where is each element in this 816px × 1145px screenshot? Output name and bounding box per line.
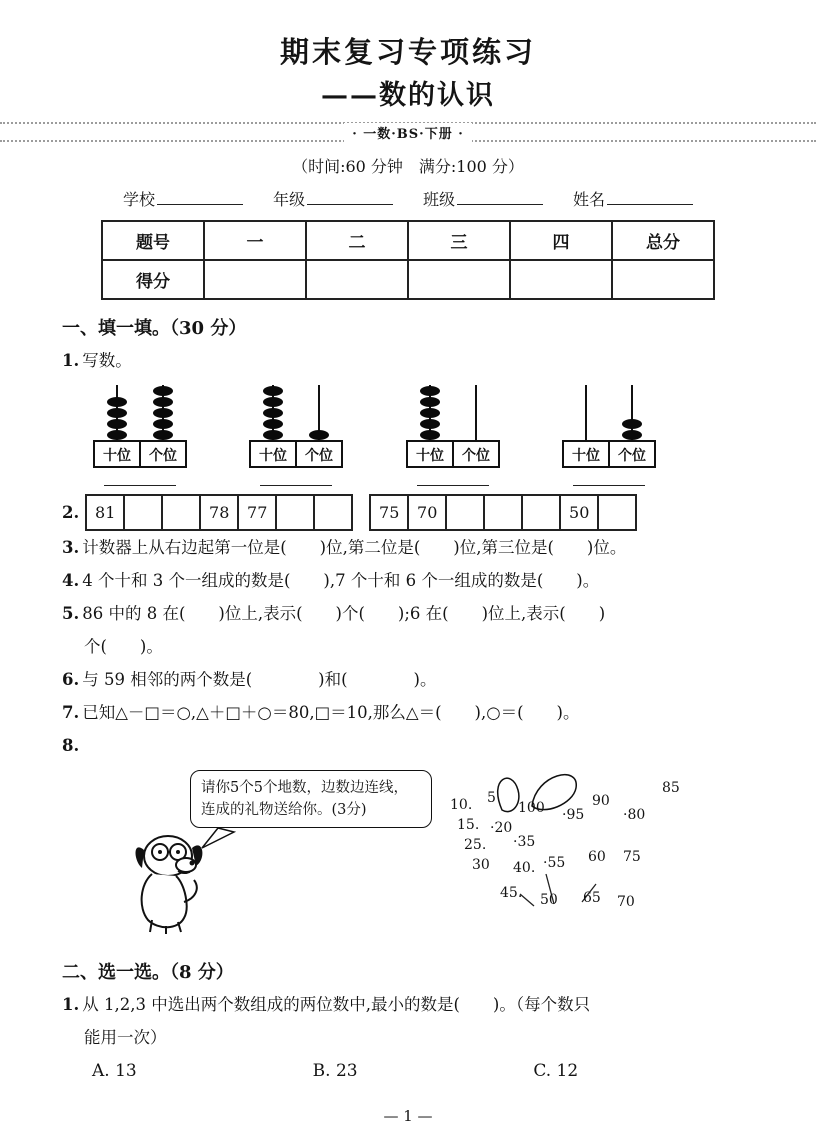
sequence-table-1 [85,494,353,531]
dot-number: ·80 [623,807,646,823]
question-1 [62,344,754,377]
question-text: 4 个十和 3 个一组成的数是( ),7 个十和 6 个一组成的数是( )。 [82,571,600,590]
page-number: — 1 — [383,1107,433,1125]
section2-heading: 二、选一选。（8 分） [62,962,234,983]
question-text: 计数器上从右边起第一位是( )位,第二位是( )位,第三位是( )位。 [82,538,627,557]
dot-number: 15. [457,817,480,833]
seq-cell-blank [522,495,560,530]
seq-cell-filled: 77 [238,495,276,530]
info-field [573,187,693,210]
info-field-label: 学校 [122,190,155,209]
s2-question-1-cont: 能用一次） [84,1028,167,1047]
s2-question-1-number: 1. [62,995,80,1014]
question-text: 86 中的 8 在( )位上,表示( )个( );6 在( )位上,表示( ) [82,604,606,623]
dot-number: ·55 [543,855,566,871]
speech-bubble [190,770,432,828]
dot-number: 65 [583,890,601,906]
question-line [62,531,754,564]
question-8-number: 8. [62,736,80,755]
option: A. 13 [92,1061,137,1081]
seq-cell-filled: 78 [200,495,238,530]
speech-bubble-tail [200,826,240,850]
score-header-cell: 总分 [612,221,714,260]
score-empty-cell [306,260,408,299]
question-2-number: 2. [62,503,80,522]
seq-cell-filled: 75 [370,495,408,530]
question-text: 已知△－□＝○,△＋□＋○＝80,□＝10,那么△＝( ),○＝( )。 [82,703,580,722]
speech-bubble-line-2: 连成的礼物送给你。(3分) [201,802,367,818]
dot-number: 45. [500,885,523,901]
dot-number: 90 [592,793,610,809]
dot-number: ·95 [562,807,585,823]
seq-row-1 [86,495,352,530]
dot-number: 5 [487,790,496,806]
abacus-answer-blank [417,485,489,486]
info-field-label: 班级 [423,190,456,209]
seq-cell-blank [314,495,352,530]
svg-text:个位: 个位 [617,448,646,464]
abacus-graphic [561,383,657,469]
score-header-cell: 二 [306,221,408,260]
seq-cell-blank [162,495,200,530]
abacus-graphic [405,383,501,469]
page-subtitle: ——数的认识 [321,80,495,111]
dot-number: 85 [662,780,680,796]
seq-cell-filled: 70 [408,495,446,530]
svg-text:十位: 十位 [571,448,600,464]
info-field-blank [457,190,543,205]
score-header-cell: 题号 [102,221,204,260]
dot-number: 25. [464,837,487,853]
dot-number: 60 [588,849,606,865]
abacus-row [92,383,657,486]
abacus [92,383,188,486]
s2-question-1-text: 从 1,2,3 中选出两个数组成的两位数中,最小的数是( )。（每个数只 [82,995,591,1014]
info-field [123,187,243,210]
abacus-answer-blank [260,485,332,486]
score-empty-cell [510,260,612,299]
abacus [561,383,657,486]
edition-label: · 一数·BS·下册 · [344,123,472,142]
question-2 [62,494,754,531]
abacus [248,383,344,486]
score-header-cell: 四 [510,221,612,260]
question-number: 3. [62,538,80,557]
dot-number: ·20 [490,820,513,836]
abacus-answer-blank [573,485,645,486]
info-field-label: 年级 [272,190,305,209]
info-field-label: 姓名 [573,190,606,209]
score-header-cell: 三 [408,221,510,260]
info-field-blank [607,190,693,205]
connect-dots-puzzle [62,764,754,944]
dot-number: 10. [450,797,473,813]
section1-heading: 一、填一填。（30 分） [62,318,247,339]
question-1-number: 1. [62,351,80,370]
abacus-graphic [92,383,188,469]
abacus-answer-blank [104,485,176,486]
speech-bubble-line-1: 请你5个5个地数，边数边连线， [201,780,408,796]
svg-text:个位: 个位 [461,448,490,464]
page-title: 期末复习专项练习 [279,35,536,69]
dot-number: 100 [518,800,545,816]
dot-number: 50 [540,892,558,908]
svg-text:个位: 个位 [149,448,177,464]
seq-cell-blank [124,495,162,530]
info-field [273,187,393,210]
info-fields [62,187,754,210]
seq-cell-blank [446,495,484,530]
score-empty-cell [408,260,510,299]
question-number: 7. [62,703,80,722]
abacus-graphic [248,383,344,469]
s2-question-1 [62,988,754,1021]
exam-meta: （时间:60 分钟 满分:100 分） [292,157,524,176]
score-header-cell: 一 [204,221,306,260]
question-line-cont: 个( )。 [84,637,163,656]
question-line [62,663,754,696]
svg-text:十位: 十位 [415,448,444,464]
seq-cell-blank [484,495,522,530]
info-field-blank [307,190,393,205]
abacus [405,383,501,486]
score-empty-cell [204,260,306,299]
dot-number: 75 [623,849,641,865]
svg-text:个位: 个位 [305,448,334,464]
score-empty-cell [612,260,714,299]
seq-row-2 [370,495,636,530]
score-table [101,220,715,300]
question-line [62,696,754,729]
svg-text:十位: 十位 [259,448,288,464]
seq-cell-filled: 50 [560,495,598,530]
dot-number: 40. [513,860,536,876]
question-number: 4. [62,571,80,590]
dot-number: 30 [472,857,490,873]
dot-number: ·35 [513,834,536,850]
question-number: 6. [62,670,80,689]
option: C. 12 [533,1061,579,1081]
svg-text:十位: 十位 [103,448,131,464]
question-line [62,564,754,597]
score-value-row [102,260,714,299]
question-1-text: 写数。 [82,351,132,370]
options-row [62,1056,754,1086]
score-label-cell: 得分 [102,260,204,299]
info-field [423,187,543,210]
dot-map [440,772,752,940]
seq-cell-blank [598,495,636,530]
question-text: 与 59 相邻的两个数是( )和( )。 [82,670,437,689]
seq-cell-blank [276,495,314,530]
question-line [62,597,754,630]
dot-number: 70 [617,894,635,910]
edition-band [0,122,816,142]
score-header-row [102,221,714,260]
info-field-blank [157,190,243,205]
question-number: 5. [62,604,80,623]
question-8 [62,729,754,762]
seq-cell-filled: 81 [86,495,124,530]
s1-questions [62,531,754,729]
option: B. 23 [312,1061,358,1081]
sequence-table-2 [369,494,637,531]
